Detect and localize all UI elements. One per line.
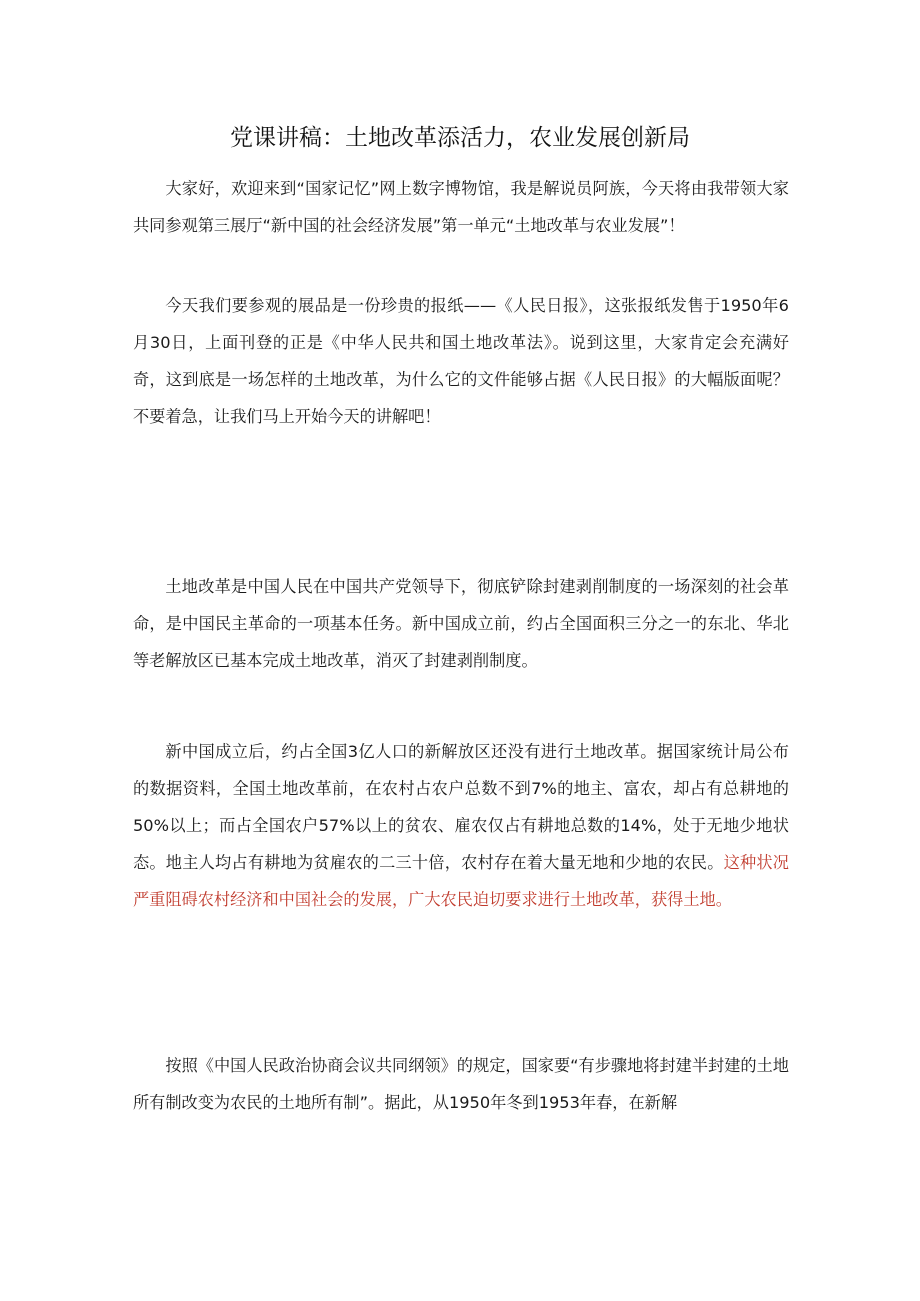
paragraph-exhibit-newspaper: 今天我们要参观的展品是一份珍贵的报纸——《人民日报》，这张报纸发售于1950年6月30日，上面刊登的正是《中华人民共和国土地改革法》。说到这里，大家肯定会充满好奇，这到底是一场怎样的土地改革，为什么它的文件能够占据《人民日报》的大幅版面呢？不要着急，让我们马上开始今天的讲解吧！ [133, 296, 789, 426]
paragraph-common-program: 按照《中国人民政治协商会议共同纲领》的规定，国家要“有步骤地将封建半封建的土地所有制改变为农民的土地所有制”。据此，从1950年冬到1953年春，在新解 [133, 1056, 789, 1112]
highlighted-text: 这种状况严重阻碍农村经济和中国社会的发展，广大农民迫切要求进行土地改革，获得土地。 [133, 853, 789, 909]
paragraph-welcome: 大家好，欢迎来到“国家记忆”网上数字博物馆，我是解说员阿族，今天将由我带领大家共同参观第三展厅“新中国的社会经济发展”第一单元“土地改革与农业发展”！ [133, 179, 789, 235]
paragraph-land-reform-definition: 土地改革是中国人民在中国共产党领导下，彻底铲除封建剥削制度的一场深刻的社会革命，是中国民主革命的一项基本任务。新中国成立前，约占全国面积三分之一的东北、华北等老解放区已基本完成土地改革，消灭了封建剥削制度。 [133, 577, 789, 670]
statistics-text: 新中国成立后，约占全国3亿人口的新解放区还没有进行土地改革。据国家统计局公布的数据资料，全国土地改革前，在农村占农户总数不到7%的地主、富农，却占有总耕地的50%以上；而占全国农户57%以上的贫农、雇农仅占有耕地总数的14%，处于无地少地状态。地主人均占有耕地为贫雇农的二三十倍，农村存在着大量无地和少地的农民。 [133, 742, 789, 872]
document-title: 党课讲稿：土地改革添活力，农业发展创新局 [230, 125, 690, 151]
paragraph-land-reform-statistics [133, 733, 789, 918]
